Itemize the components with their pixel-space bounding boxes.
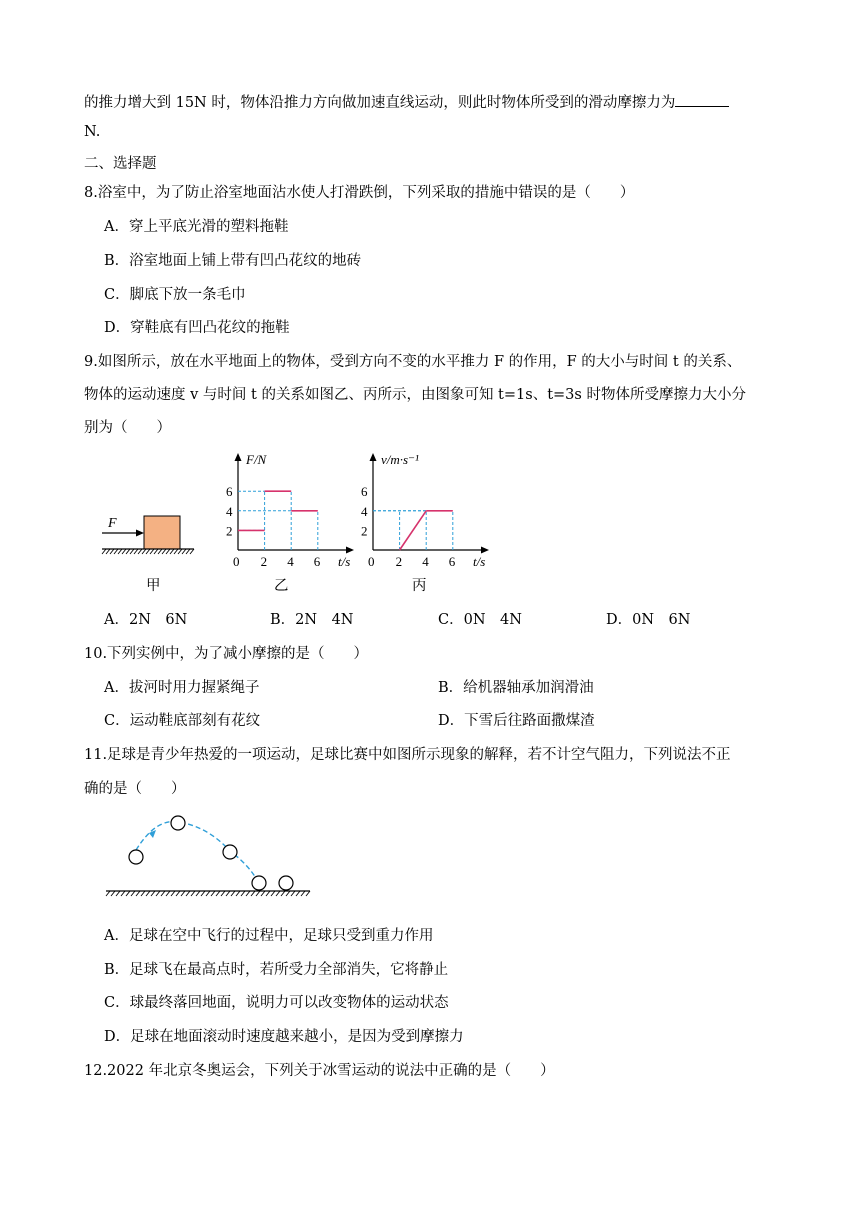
hatch-mark xyxy=(122,549,126,554)
x-axis-arrowhead xyxy=(346,547,354,554)
y-axis-label: F/N xyxy=(246,452,267,467)
q9-option-b[interactable]: B．2N 4N xyxy=(270,612,354,628)
q8-option-d[interactable]: D．穿鞋底有凹凸花纹的拖鞋 xyxy=(104,320,290,336)
ball-3 xyxy=(223,845,237,859)
y-tick-label: 6 xyxy=(361,484,368,500)
hatch-mark xyxy=(206,891,210,896)
hatch-mark xyxy=(142,549,146,554)
hatch-mark xyxy=(162,549,166,554)
q11-option-a[interactable]: A．足球在空中飞行的过程中，足球只受到重力作用 xyxy=(104,928,434,944)
q7-tail-text: 的推力增大到 15N 时，物体沿推力方向做加速直线运动，则此时物体所受到的滑动摩擦力为 xyxy=(84,95,676,111)
hatch-mark xyxy=(216,891,220,896)
hatch-mark xyxy=(221,891,225,896)
hatch-mark xyxy=(156,891,160,896)
hatch-mark xyxy=(256,891,260,896)
block xyxy=(144,516,180,549)
x-tick-label: 4 xyxy=(287,554,294,569)
hatch-mark xyxy=(246,891,250,896)
caption-yi: 乙 xyxy=(274,578,289,594)
hatch-mark xyxy=(211,891,215,896)
q8-option-a[interactable]: A．穿上平底光滑的塑料拖鞋 xyxy=(104,219,289,235)
force-label: F xyxy=(108,516,117,531)
hatch-mark xyxy=(141,891,145,896)
hatch-mark xyxy=(241,891,245,896)
x-axis-label: t/s xyxy=(338,554,351,569)
trajectory-arrowhead xyxy=(149,830,156,838)
q7-tail-line2: N. xyxy=(84,124,101,140)
x-tick-label: 6 xyxy=(448,554,456,569)
hatch-mark xyxy=(110,549,114,554)
hatch-mark xyxy=(271,891,275,896)
hatch-mark xyxy=(111,891,115,896)
x-tick-label: 4 xyxy=(422,554,429,569)
ball-2 xyxy=(171,816,185,830)
caption-bing: 丙 xyxy=(412,578,427,594)
y-axis-label: v/m·s⁻¹ xyxy=(381,452,419,467)
x-tick-label: 0 xyxy=(368,554,375,569)
hatch-mark xyxy=(106,549,110,554)
hatch-mark xyxy=(158,549,162,554)
hatch-mark xyxy=(296,891,300,896)
x-tick-label: 0 xyxy=(233,554,240,569)
hatch-mark xyxy=(176,891,180,896)
hatch-mark xyxy=(276,891,280,896)
y-tick-label: 6 xyxy=(226,484,233,500)
q11-option-b[interactable]: B．足球飞在最高点时，若所受力全部消失，它将静止 xyxy=(104,962,449,978)
x-tick-label: 2 xyxy=(260,554,268,569)
x-tick-label: 6 xyxy=(313,554,321,569)
hatch-mark xyxy=(201,891,205,896)
q11-option-c[interactable]: C．球最终落回地面，说明力可以改变物体的运动状态 xyxy=(104,995,449,1011)
hatch-mark xyxy=(161,891,165,896)
hatch-mark xyxy=(178,549,182,554)
football-figure xyxy=(104,808,314,904)
figure-jia xyxy=(100,505,200,565)
hatch-mark xyxy=(226,891,230,896)
hatch-mark xyxy=(191,891,195,896)
q10-option-d[interactable]: D．下雪后往路面撒煤渣 xyxy=(438,713,595,729)
q11-stem-line1: 11.足球是青少年热爱的一项运动，足球比赛中如图所示现象的解释，若不计空气阻力，下列说法不正 xyxy=(84,747,731,763)
answer-blank[interactable] xyxy=(675,92,729,107)
ball-4 xyxy=(252,876,266,890)
hatch-mark xyxy=(114,549,118,554)
hatch-mark xyxy=(151,891,155,896)
hatch-mark xyxy=(118,549,122,554)
hatch-mark xyxy=(130,549,134,554)
hatch-mark xyxy=(154,549,158,554)
ball-1 xyxy=(129,850,143,864)
hatch-mark xyxy=(190,549,194,554)
hatch-mark xyxy=(231,891,235,896)
ground-hatch xyxy=(102,549,194,554)
hatch-mark xyxy=(170,549,174,554)
q9-stem-line2: 物体的运动速度 v 与时间 t 的关系如图乙、丙所示，由图象可知 t=1s、t=3s 时物体所受摩擦力大小分 xyxy=(84,387,746,403)
hatch-mark xyxy=(102,549,106,554)
hatch-mark xyxy=(291,891,295,896)
hatch-mark xyxy=(138,549,142,554)
section-title: 二、选择题 xyxy=(84,156,157,172)
q9-option-c[interactable]: C．0N 4N xyxy=(438,612,522,628)
q11-stem-line2: 确的是（ ） xyxy=(84,781,186,797)
y-axis-arrowhead xyxy=(235,453,242,461)
q8-option-b[interactable]: B．浴室地面上铺上带有凹凸花纹的地砖 xyxy=(104,253,362,269)
y-tick-label: 4 xyxy=(226,503,233,519)
hatch-mark xyxy=(196,891,200,896)
hatch-mark xyxy=(126,549,130,554)
hatch-mark xyxy=(186,891,190,896)
q9-option-d[interactable]: D．0N 6N xyxy=(606,612,691,628)
hatch-mark xyxy=(181,891,185,896)
q9-stem-line3: 别为（ ） xyxy=(84,420,171,436)
hatch-mark xyxy=(134,549,138,554)
hatch-mark xyxy=(286,891,290,896)
ball-trajectory xyxy=(136,822,258,882)
hatch-mark xyxy=(301,891,305,896)
ball-5 xyxy=(279,876,293,890)
hatch-mark xyxy=(126,891,130,896)
caption-jia: 甲 xyxy=(146,578,161,594)
q7-tail-line1 xyxy=(84,91,729,112)
hatch-mark xyxy=(166,891,170,896)
hatch-mark xyxy=(174,549,178,554)
hatch-mark xyxy=(171,891,175,896)
q11-option-d[interactable]: D．足球在地面滚动时速度越来越小，是因为受到摩擦力 xyxy=(104,1029,464,1045)
hatch-mark xyxy=(182,549,186,554)
hatch-mark xyxy=(106,891,110,896)
x-axis-arrowhead xyxy=(481,547,489,554)
hatch-mark xyxy=(136,891,140,896)
hatch-mark xyxy=(116,891,120,896)
hatch-mark xyxy=(131,891,135,896)
hatch-mark xyxy=(186,549,190,554)
force-arrowhead xyxy=(136,530,144,537)
x-tick-label: 2 xyxy=(395,554,403,569)
hatch-mark xyxy=(146,891,150,896)
q8-option-c[interactable]: C．脚底下放一条毛巾 xyxy=(104,287,246,303)
q10-option-a[interactable]: A．拔河时用力握紧绳子 xyxy=(104,680,260,696)
y-tick-label: 2 xyxy=(361,523,368,539)
hatch-mark xyxy=(266,891,270,896)
hatch-mark xyxy=(261,891,265,896)
ground-hatch xyxy=(106,891,310,896)
y-axis-arrowhead xyxy=(370,453,377,461)
graph-yi xyxy=(220,445,360,570)
hatch-mark xyxy=(166,549,170,554)
q10-stem: 10.下列实例中，为了减小摩擦的是（ ） xyxy=(84,646,369,662)
q8-stem: 8.浴室中，为了防止浴室地面沾水使人打滑跌倒，下列采取的措施中错误的是（ ） xyxy=(84,185,635,201)
q10-option-b[interactable]: B．给机器轴承加润滑油 xyxy=(438,680,594,696)
x-axis-label: t/s xyxy=(473,554,486,569)
hatch-mark xyxy=(150,549,154,554)
graph-bing xyxy=(355,445,495,570)
y-tick-label: 4 xyxy=(361,503,368,519)
hatch-mark xyxy=(306,891,310,896)
hatch-mark xyxy=(281,891,285,896)
q9-option-a[interactable]: A．2N 6N xyxy=(104,612,188,628)
hatch-mark xyxy=(146,549,150,554)
hatch-mark xyxy=(236,891,240,896)
hatch-mark xyxy=(121,891,125,896)
q9-stem-line1: 9.如图所示，放在水平地面上的物体，受到方向不变的水平推力 F 的作用，F 的大小与时间 t 的关系、 xyxy=(84,354,742,370)
data-segment xyxy=(400,511,427,550)
q12-stem: 12.2022 年北京冬奥运会，下列关于冰雪运动的说法中正确的是（ ） xyxy=(84,1063,555,1079)
y-tick-label: 2 xyxy=(226,523,233,539)
q10-option-c[interactable]: C．运动鞋底部刻有花纹 xyxy=(104,713,261,729)
hatch-mark xyxy=(251,891,255,896)
